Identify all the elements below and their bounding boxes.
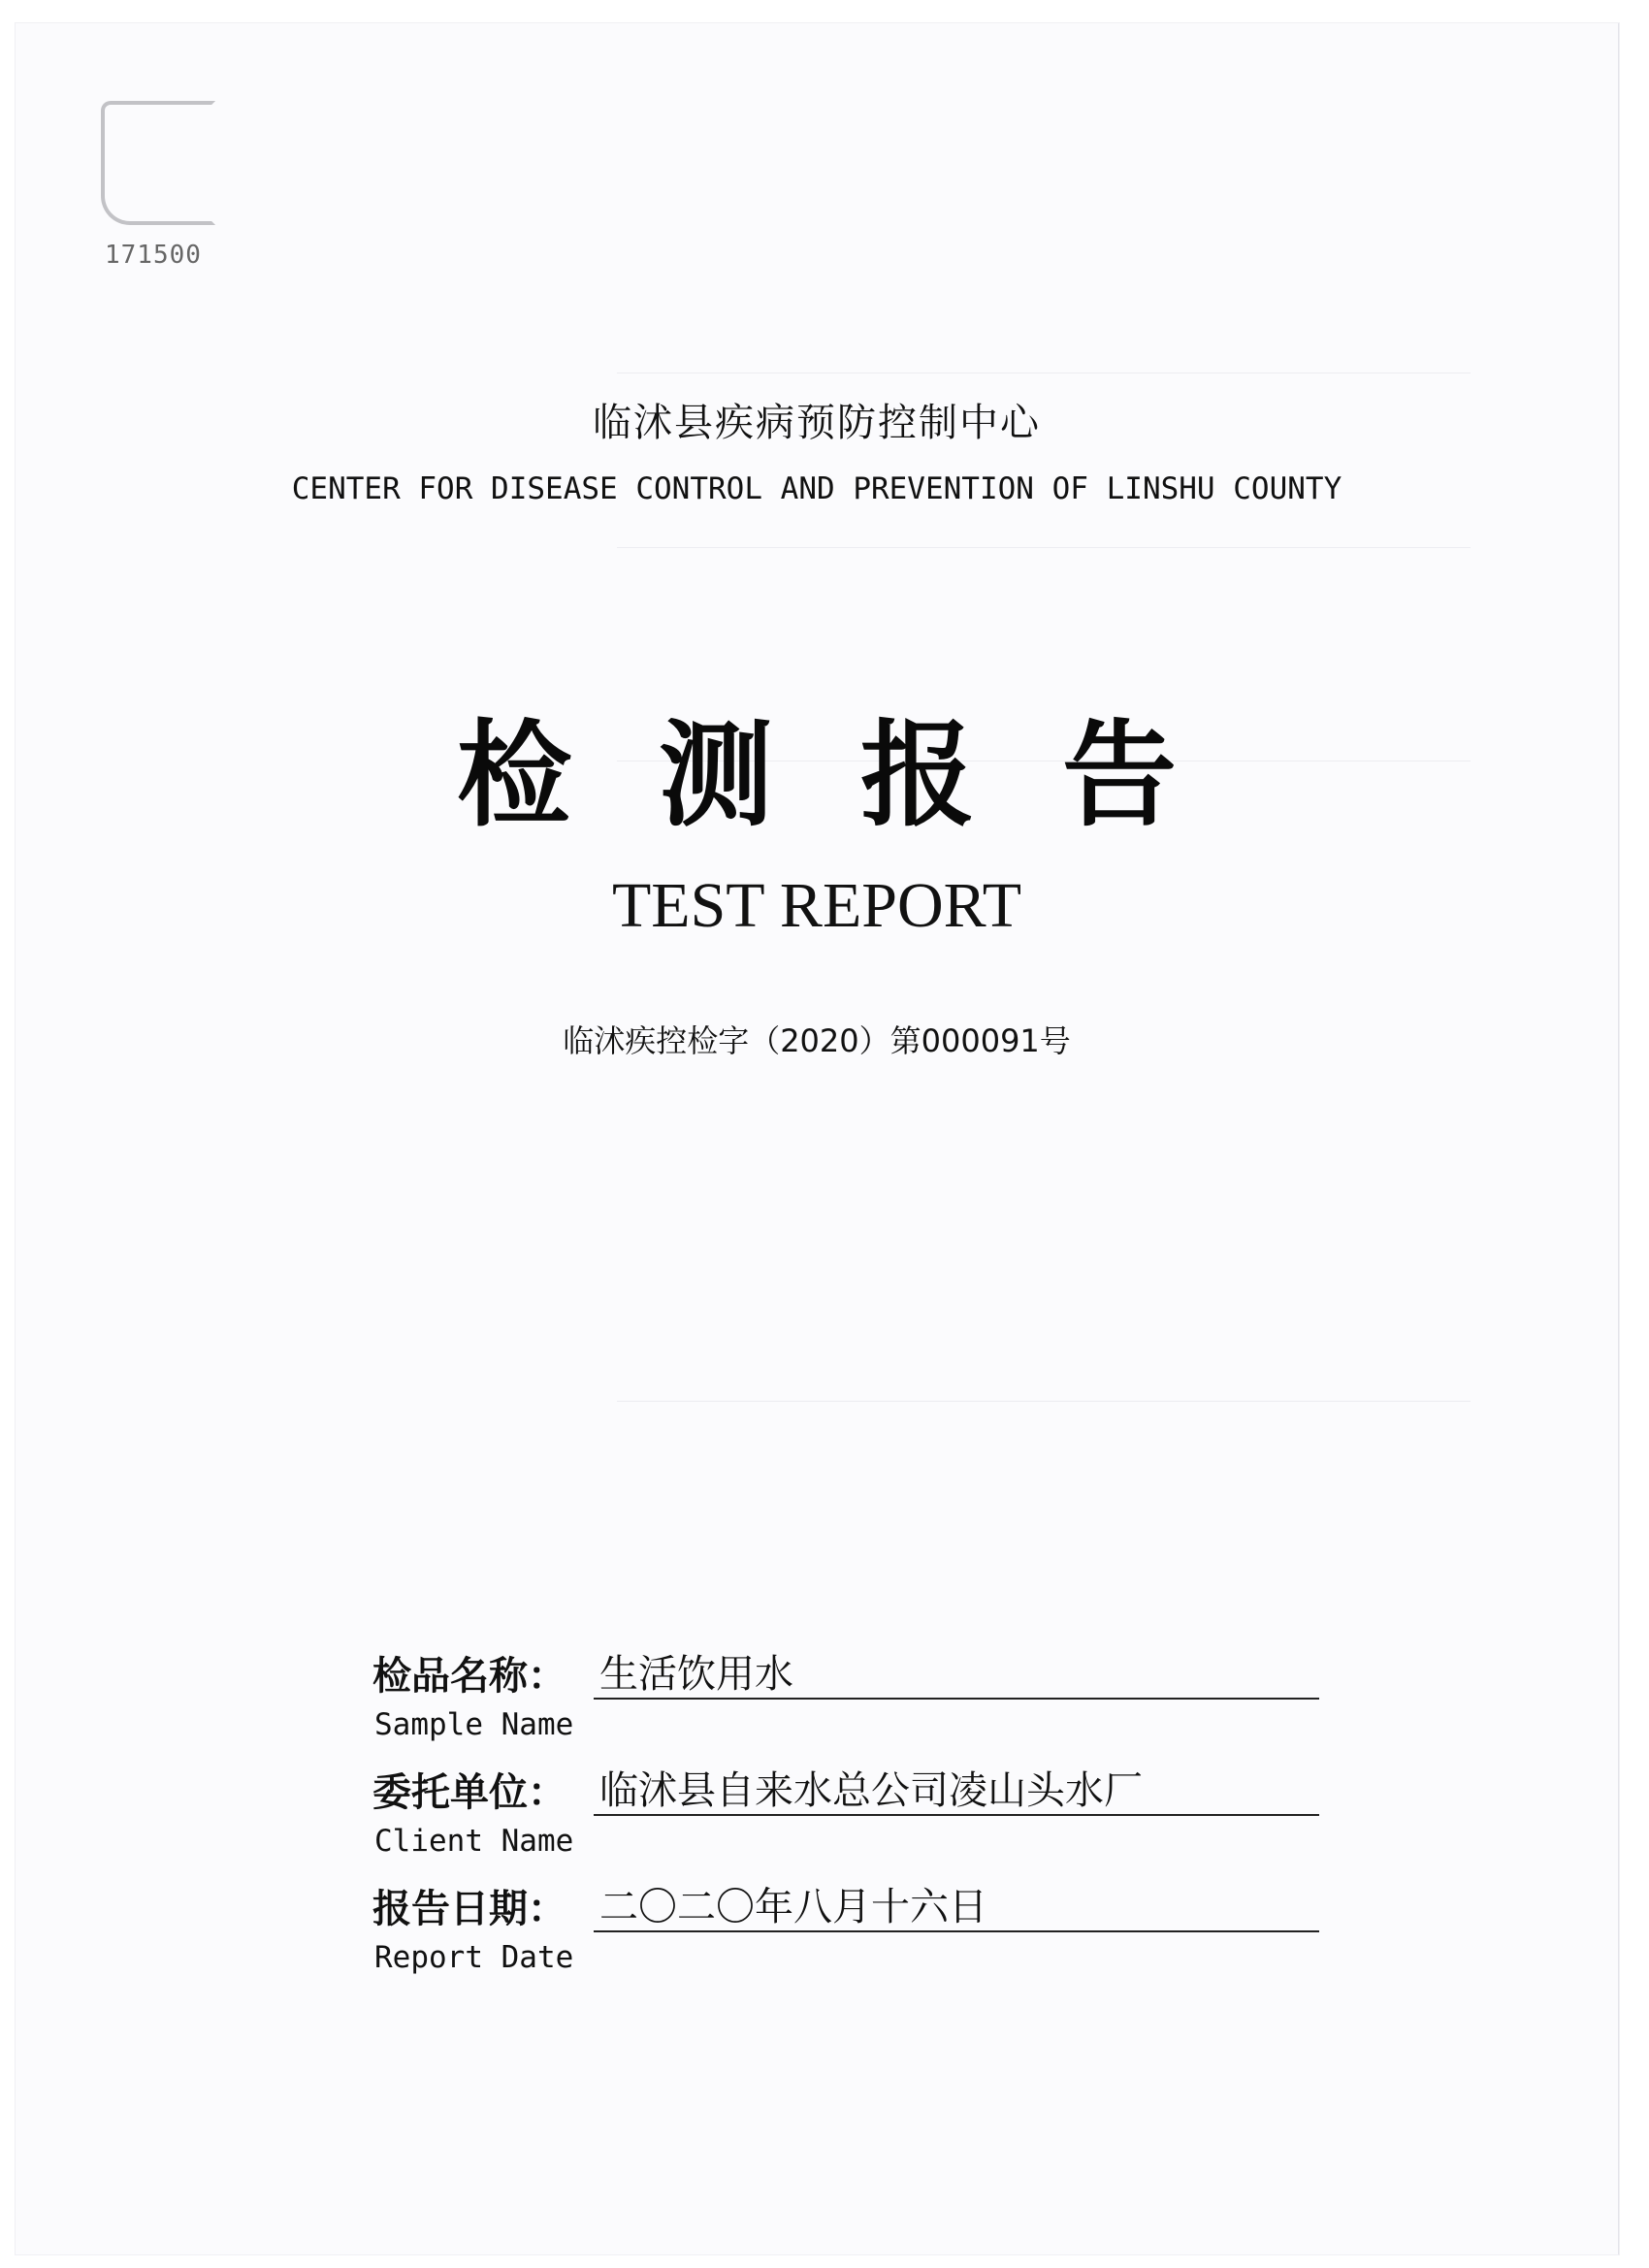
field-label: 委托单位： [372, 1770, 566, 1815]
field-label: 检品名称： [372, 1654, 566, 1699]
field-value-client-name: 临沭县自来水总公司凌山头水厂 [594, 1760, 1319, 1816]
report-title-cn: 检测报告 [456, 707, 1264, 842]
report-number: 临沭疾控检字（2020）第000091号 [563, 1022, 1071, 1059]
field-sample-name [372, 1645, 1342, 1762]
report-info-fields [372, 1645, 1342, 1994]
organization-name-cn: 临沭县疾病预防控制中心 [593, 401, 1041, 445]
stamp-mark-icon [101, 101, 215, 225]
field-label: 报告日期： [372, 1887, 566, 1931]
field-value-sample-name: 生活饮用水 [594, 1643, 1319, 1700]
serial-number: 171500 [105, 241, 202, 270]
organization-name-en: CENTER FOR DISEASE CONTROL AND PREVENTION OF LINSHU COUNTY [291, 471, 1342, 506]
report-title-en: TEST REPORT [611, 870, 1022, 941]
bleed-through-line [617, 547, 1471, 548]
bleed-through-line [617, 1401, 1471, 1402]
field-label-en: Client Name [374, 1824, 574, 1859]
field-client-name [372, 1762, 1342, 1878]
field-report-date [372, 1878, 1342, 1994]
field-value-report-date: 二〇二〇年八月十六日 [594, 1876, 1319, 1932]
field-label-en: Sample Name [374, 1707, 574, 1742]
report-cover-sheet [16, 23, 1619, 2254]
field-label-en: Report Date [374, 1940, 574, 1975]
